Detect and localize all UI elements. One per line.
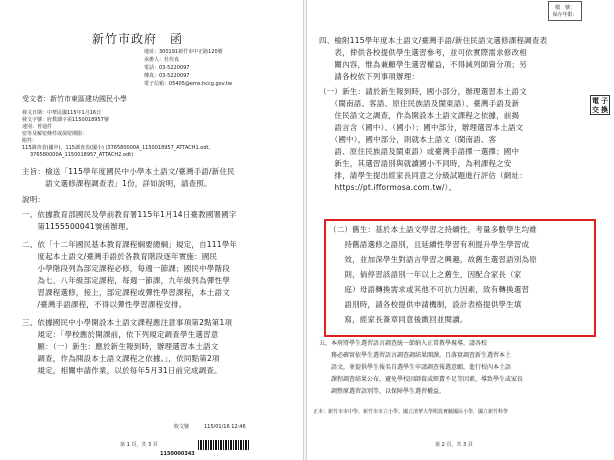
- contact-line: 承辦人：杜佳真: [144, 57, 180, 63]
- body-line: （一）新生：請於新生報到時，國小部分，辦理選習本土語文: [319, 87, 527, 96]
- body-line: 住民語文之調查，作為開設本土語文課程之依據，前揭: [319, 111, 520, 120]
- body-line: 三、依據國民中小學開設本土語文課程應注意事項第2點第1項: [22, 318, 233, 327]
- highlight-line: 持舊語選修之語別，且延續性學習有利提升學生學習成: [329, 240, 530, 249]
- body-line: 規定，相關申請作業，以於每年5月31日前完成調查。: [22, 366, 222, 375]
- body-line: 務必確實依學生選習語言調查調結果開課，且落實調查新生選習本土: [319, 352, 512, 359]
- seal-char: 換: [601, 105, 608, 114]
- contact-line: 傳真：03-5220097: [144, 73, 190, 79]
- contact-line: 電子信箱：05405@ems.hccg.gov.tw: [144, 81, 232, 87]
- body-line: 小學階段列為部定課程必修，每週一節課；國民中學階段: [22, 264, 230, 273]
- explain-heading: 說明：: [22, 195, 46, 204]
- body-line: 為七、八年級部定課程，每週一節課，九年級列為彈性學: [22, 276, 230, 285]
- body-line: 四、檢附115學年度本土語文/臺灣手語/新住民語文選修課程調查表: [319, 36, 548, 45]
- received-label: 收文號: [174, 424, 190, 430]
- body-line: 請各校依下列事項辦理：: [319, 72, 420, 81]
- body-line: （閩南語、客語、原住民族語及閩東語）、臺灣手語及新: [319, 99, 520, 108]
- body-line: 調整原選習語別等，以保障學生選習權益。: [319, 388, 446, 395]
- body-line: 語、原住民族語及閩東語）或臺灣手語擇一選擇；國中: [319, 147, 520, 156]
- highlight-line: 寫，經家長簽章同意後繳回並閱讀。: [329, 315, 468, 324]
- highlight-box: [324, 219, 596, 337]
- barcode-icon: [198, 440, 250, 450]
- body-line: 排，請學生提出經家長同意之分級試題進行評估（網址：: [319, 171, 527, 180]
- url-line: https://pt.ifformosa.com.tw/）。: [319, 183, 457, 192]
- body-line: /臺灣手語課程，不得以彈性學習課程安排。: [22, 300, 187, 309]
- org-title: 新竹市政府 函: [92, 32, 184, 46]
- recipient-line: 受文者：新竹市東區建功國民小學: [22, 95, 127, 103]
- body-line: 表，俾供各校提供學生選習參考，並可依實際需求修改相: [319, 48, 527, 57]
- body-line: 第1155500041號函辦理。: [22, 222, 134, 231]
- body-line: 習課程選修，接上，部定課程或彈性學習課程，本土語文: [22, 288, 230, 297]
- highlight-line: 語別時，請各校提供申請機制，設計表格提供學生填: [329, 300, 522, 309]
- subject-line: 主旨：檢送「115學年度國民中小學本土語文/臺灣手語/新住民: [22, 167, 235, 176]
- contact-line: 電話：03-5220097: [144, 65, 190, 71]
- highlight-line: 則，倘停習該語別一年以上之舊生，因配合家長（家: [329, 270, 522, 279]
- document-code: 1150000343: [160, 451, 195, 457]
- highlight-line: 效，並加深學生對語言學習之興趣，故舊生選習語別為原: [329, 255, 537, 264]
- body-line: 度起本土語文/臺灣手語於各教育階段逐年實施：國民: [22, 252, 218, 261]
- body-line: （國中），國中部分，則就本土語文（閩南語、客: [319, 135, 497, 144]
- body-line: 語文，並提供學生報名自選學生申請調查報選意願，進行校內本土語: [319, 364, 512, 371]
- meta-line: 密等及解密條件或保密期限：: [22, 131, 88, 137]
- archive-mark-box: [548, 1, 582, 21]
- subject-line: 語文選修課程調查表」1份，詳如說明，請查照。: [22, 179, 212, 188]
- body-line: 願：（一）新生：應於新生報到時，辦理選習本土語文: [22, 342, 219, 351]
- highlight-line: （二）舊生：基於本土語文學習之持續性，考量多數學生均維: [329, 225, 537, 234]
- body-line: 調查，作為開設本土語文課程之依據。」，依同點第2項: [22, 354, 220, 363]
- body-line: 語言含（國中）、（國小）；國中部分，辦理選習本土語文: [319, 123, 524, 132]
- seal-char: 交: [592, 105, 599, 114]
- page-number: 第 2 頁，共 3 頁: [435, 442, 473, 448]
- body-line: 新生，其選習語別與就讀國小不同時，為利課程之安: [319, 159, 512, 168]
- exchange-seal-icon: [590, 95, 610, 115]
- meta-line: 發文字號：府教課字第1150018957號: [22, 117, 109, 123]
- body-line: 規定：「學校應於開課前，依下列規定調查學生選習意: [22, 330, 219, 339]
- body-line: 二、依「十二年國民基本教育課程綱要總綱」規定，自111學年: [22, 240, 238, 249]
- attachment-line: 376580000A_1150018957_ATTACH2.odt): [30, 152, 134, 158]
- document-page-1: [0, 0, 304, 460]
- body-line: 課程調查結果公布，避免學校因師資或經費不足等因素，導致學生或家長: [319, 376, 524, 383]
- contact-line: 地址：300191新竹市中正路120號: [144, 49, 223, 55]
- retention-label: 保存年限：: [552, 12, 578, 18]
- seal-char: 電: [592, 96, 599, 105]
- page-number: 第 1 頁，共 3 頁: [120, 442, 158, 448]
- meta-line: 附件：: [22, 138, 38, 144]
- body-line: 五、本府將學生選習語言調查統一節納入正常教學視導，請各校: [319, 340, 488, 347]
- body-line: 關內容，惟為兼顧學生選習權益，不得減列師資分項；另: [319, 60, 527, 69]
- meta-line: 發文日期：中華民國115年1月16日: [22, 110, 102, 116]
- copy-to-line: 正本：新竹市市中學、新竹市市立小學、國立清華大學附設實驗國民小學，國立新竹科學: [313, 409, 509, 415]
- body-line: 一、依據教育部國民及學前教育署115年1月14日臺教國署國字: [22, 210, 237, 219]
- attachment-line: 115調查表(國中)、115調查表(國小) (376580000A_1150018957_ATTACH1.odt、: [22, 145, 214, 151]
- received-stamp: 115/01/16 12:46: [204, 424, 246, 430]
- meta-line: 速別：普通件: [22, 124, 53, 130]
- seal-char: 子: [601, 96, 608, 105]
- archive-number-label: 檔 號：: [554, 5, 575, 11]
- highlight-line: 庭）母語轉換需求或其他不可抗力因素，致有轉換選習: [329, 285, 530, 294]
